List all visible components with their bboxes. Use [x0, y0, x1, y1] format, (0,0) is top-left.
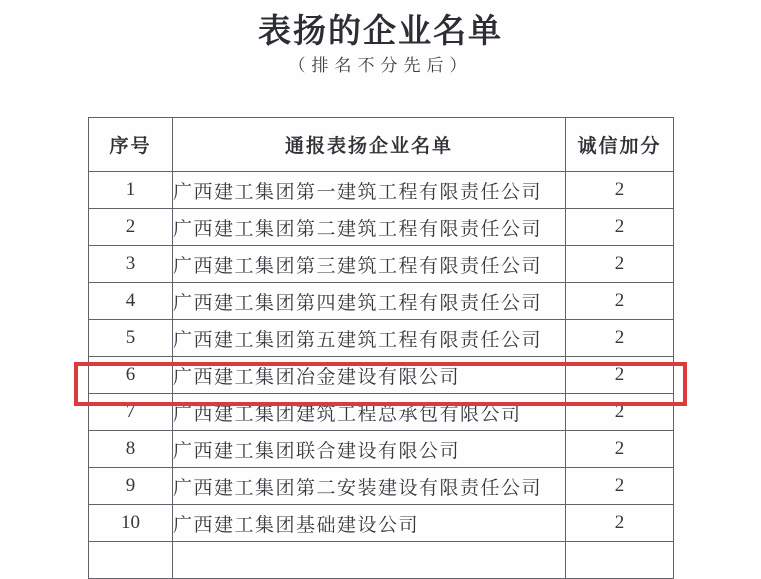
company-name: 广西建工集团建筑工程总承包有限公司 — [173, 394, 566, 431]
table-row — [89, 172, 674, 209]
score-value: 2 — [566, 505, 674, 542]
row-index: 10 — [89, 505, 173, 542]
row-index: 8 — [89, 431, 173, 468]
table-row-partial — [89, 542, 674, 579]
row-index: 7 — [89, 394, 173, 431]
company-name: 广西建工集团冶金建设有限公司 — [173, 357, 566, 394]
company-name: 广西建工集团第四建筑工程有限责任公司 — [173, 283, 566, 320]
row-index: 9 — [89, 468, 173, 505]
page-subtitle: （排名不分先后） — [288, 56, 473, 75]
table-body — [89, 172, 674, 579]
score-value: 2 — [566, 357, 674, 394]
company-name: 广西建工集团基础建设公司 — [173, 505, 566, 542]
score-value: 2 — [566, 246, 674, 283]
empty-cell — [566, 542, 674, 579]
score-value: 2 — [566, 209, 674, 246]
company-name: 广西建工集团联合建设有限公司 — [173, 431, 566, 468]
col-header-score: 诚信加分 — [566, 118, 674, 172]
row-index: 3 — [89, 246, 173, 283]
table-row — [89, 283, 674, 320]
score-value: 2 — [566, 468, 674, 505]
score-value: 2 — [566, 431, 674, 468]
row-index: 5 — [89, 320, 173, 357]
row-index: 1 — [89, 172, 173, 209]
table-header — [89, 118, 674, 172]
score-value: 2 — [566, 172, 674, 209]
score-value: 2 — [566, 320, 674, 357]
col-header-company: 通报表扬企业名单 — [173, 118, 566, 172]
company-name: 广西建工集团第二建筑工程有限责任公司 — [173, 209, 566, 246]
header-row — [89, 118, 674, 172]
company-name: 广西建工集团第二安装建设有限责任公司 — [173, 468, 566, 505]
company-name: 广西建工集团第五建筑工程有限责任公司 — [173, 320, 566, 357]
table-row — [89, 209, 674, 246]
empty-cell — [173, 542, 566, 579]
table-row-highlighted — [89, 357, 674, 394]
page-title: 表扬的企业名单 — [258, 14, 503, 50]
table-row — [89, 320, 674, 357]
col-header-index: 序号 — [89, 118, 173, 172]
row-index: 4 — [89, 283, 173, 320]
row-index: 6 — [89, 357, 173, 394]
table-row — [89, 431, 674, 468]
commended-companies-table — [88, 117, 674, 579]
empty-cell — [89, 542, 173, 579]
table-row — [89, 468, 674, 505]
table-row — [89, 246, 674, 283]
table-row — [89, 505, 674, 542]
company-name: 广西建工集团第三建筑工程有限责任公司 — [173, 246, 566, 283]
score-value: 2 — [566, 283, 674, 320]
score-value: 2 — [566, 394, 674, 431]
company-name: 广西建工集团第一建筑工程有限责任公司 — [173, 172, 566, 209]
table-row — [89, 394, 674, 431]
row-index: 2 — [89, 209, 173, 246]
